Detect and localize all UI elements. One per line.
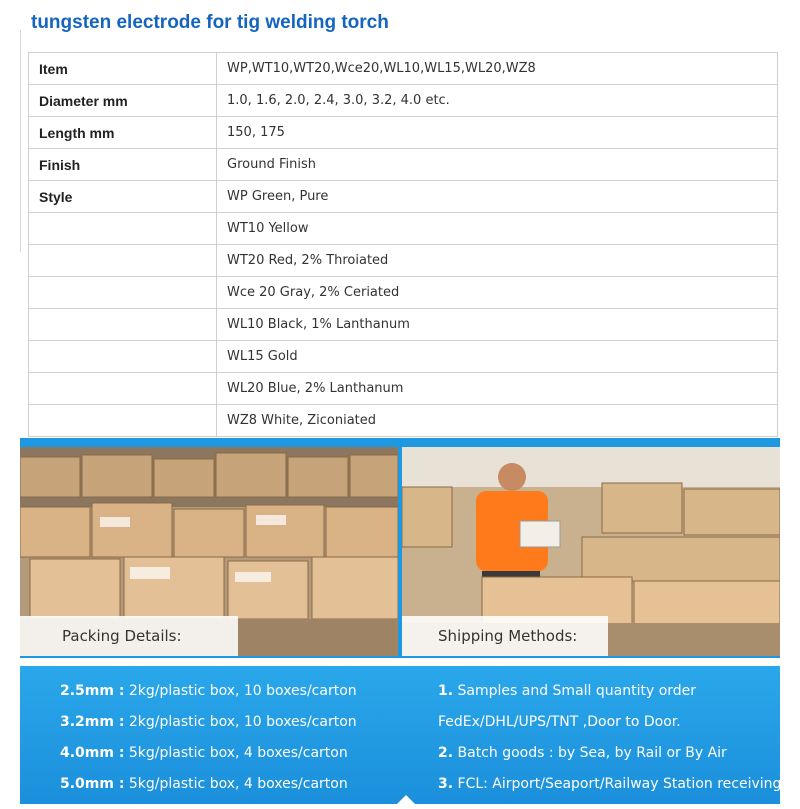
list-item [60,711,357,742]
list-item [60,742,357,773]
row-value: 150, 175 [217,117,778,149]
row-key [29,277,217,309]
item-number: 2. [438,745,454,761]
list-item [60,680,357,711]
size-label: 5.0mm : [60,776,125,792]
packing-detail: 2kg/plastic box, 10 boxes/carton [124,683,357,699]
list-item [438,742,781,773]
left-divider [20,30,21,252]
table-row [29,277,778,309]
table-row [29,85,778,117]
row-value: 1.0, 1.6, 2.0, 2.4, 3.0, 3.2, 4.0 etc. [217,85,778,117]
row-value: WL10 Black, 1% Lanthanum [217,309,778,341]
item-number: 1. [438,683,454,699]
row-key: Diameter mm [29,85,217,117]
row-key: Style [29,181,217,213]
list-item [438,711,781,742]
row-key [29,341,217,373]
table-row [29,373,778,405]
size-label: 2.5mm : [60,683,125,699]
packing-detail: 5kg/plastic box, 4 boxes/carton [124,776,348,792]
row-key [29,405,217,437]
row-value: Ground Finish [217,149,778,181]
packing-detail: 2kg/plastic box, 10 boxes/carton [124,714,357,730]
table-row [29,309,778,341]
spec-table [28,52,778,437]
shipping-info-list [438,680,781,804]
row-value: WL15 Gold [217,341,778,373]
size-label: 4.0mm : [60,745,125,761]
table-row [29,117,778,149]
table-row [29,245,778,277]
pointer-notch [396,795,416,805]
shipping-detail: Batch goods : by Sea, by Rail or By Air [453,745,727,761]
packing-detail: 5kg/plastic box, 4 boxes/carton [124,745,348,761]
item-number: 3. [438,776,454,792]
shipping-photo [402,447,780,656]
packing-photo [20,447,398,656]
shipping-detail: FCL: Airport/Seaport/Railway Station receiving [453,776,782,792]
row-key: Item [29,53,217,85]
row-value: WT10 Yellow [217,213,778,245]
row-key [29,245,217,277]
table-row [29,181,778,213]
table-row [29,53,778,85]
list-item [438,680,781,711]
shipping-detail: FedEx/DHL/UPS/TNT ,Door to Door. [438,714,681,730]
table-row [29,405,778,437]
shipping-detail: Samples and Small quantity order [453,683,697,699]
row-value: WZ8 White, Ziconiated [217,405,778,437]
row-value: WT20 Red, 2% Throiated [217,245,778,277]
list-item [60,773,357,804]
size-label: 3.2mm : [60,714,125,730]
packing-info-list [60,680,357,804]
table-row [29,341,778,373]
photo-banner [20,438,780,658]
row-value: Wce 20 Gray, 2% Ceriated [217,277,778,309]
table-row [29,149,778,181]
row-value: WP Green, Pure [217,181,778,213]
row-key [29,309,217,341]
row-key [29,373,217,405]
row-value: WP,WT10,WT20,Wce20,WL10,WL15,WL20,WZ8 [217,53,778,85]
page-title: tungsten electrode for tig welding torch [31,12,389,33]
shipping-caption: Shipping Methods: [402,616,608,656]
info-panel [20,666,780,804]
row-value: WL20 Blue, 2% Lanthanum [217,373,778,405]
row-key: Length mm [29,117,217,149]
table-row [29,213,778,245]
packing-caption: Packing Details: [20,616,238,656]
list-item [438,773,781,804]
row-key: Finish [29,149,217,181]
row-key [29,213,217,245]
